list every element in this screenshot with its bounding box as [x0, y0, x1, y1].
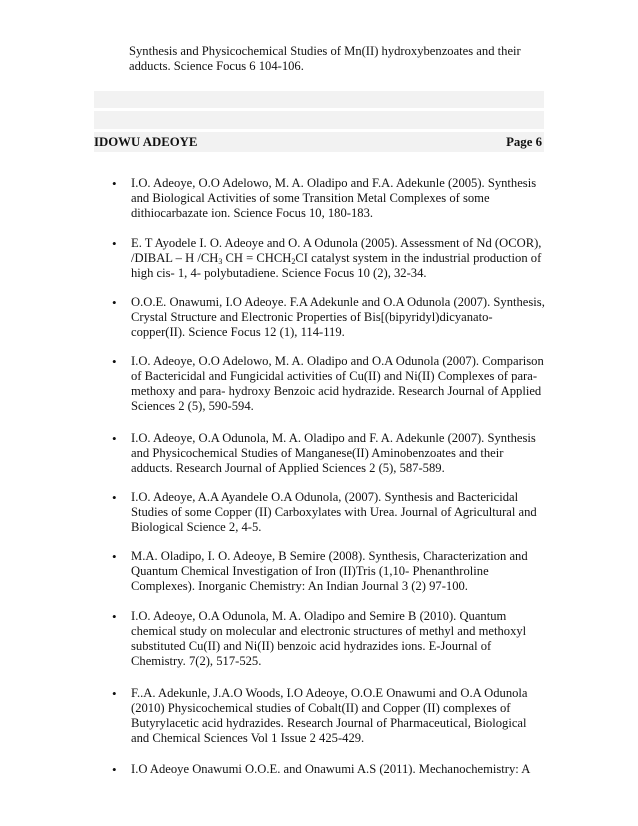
reference-text: I.O Adeoye Onawumi O.O.E. and Onawumi A.S (2011). Mechanochemistry: A: [131, 762, 531, 776]
header-shading-band: [94, 91, 544, 108]
bullet-icon: •: [112, 236, 117, 251]
bullet-icon: •: [112, 354, 117, 369]
bullet-icon: •: [112, 295, 117, 310]
subscript: 3: [218, 257, 223, 266]
bullet-icon: •: [112, 176, 117, 191]
page-number: Page 6: [506, 135, 542, 149]
reference-text: I.O. Adeoye, O.A Odunola, M. A. Oladipo and Semire B (2010). Quantum chemical study on molecular and electronic structures of methyl and methoxyl substituted Cu(II) and Ni(II) benzoic acid hydrazides ions. E-Journal of Chemistry. 7(2), 517-525.: [131, 609, 527, 668]
reference-text: I.O. Adeoye, O.A Odunola, M. A. Oladipo and F. A. Adekunle (2007). Synthesis and Physicochemical Studies of Manganese(II) Aminobenzoates and their adducts. Research Journal of Applied Sciences 2 (5), 587-589.: [131, 431, 536, 475]
bullet-icon: •: [112, 686, 117, 701]
carryover-reference-text: Synthesis and Physicochemical Studies of Mn(II) hydroxybenzoates and their adducts. Science Focus 6 104-106.: [129, 44, 521, 73]
page-header: [94, 132, 544, 152]
header-shading-band: [94, 111, 544, 129]
reference-text: M.A. Oladipo, I. O. Adeoye, B Semire (2008). Synthesis, Characterization and Quantum Chemical Investigation of Iron (II)Tris (1,10- Phenanthroline Complexes). Inorganic Chemistry: An Indian Journal 3 (2) 97-100.: [131, 549, 528, 593]
reference-text: I.O. Adeoye, O.O Adelowo, M. A. Oladipo and F.A. Adekunle (2005). Synthesis and Biological Activities of some Transition Metal Complexes of some dithiocarbazate ion. Science Focus 10, 180-183.: [131, 176, 537, 220]
bullet-icon: •: [112, 431, 117, 446]
reference-text: I.O. Adeoye, A.A Ayandele O.A Odunola, (2007). Synthesis and Bactericidal Studies of some Copper (II) Carboxylates with Urea. Journal of Agricultural and Biological Science 2, 4-5.: [131, 490, 537, 534]
subscript: 2: [291, 257, 296, 266]
reference-text: F..A. Adekunle, J.A.O Woods, I.O Adeoye, O.O.E Onawumi and O.A Odunola (2010) Physicochemical studies of Cobalt(II) and Copper (II) complexes of Butyrylacetic acid hydrazides. Research Journal of Pharmaceutical, Biological and Chemical Sciences Vol 1 Issue 2 425-429.: [131, 686, 528, 745]
bullet-icon: •: [112, 549, 117, 564]
reference-text: O.O.E. Onawumi, I.O Adeoye. F.A Adekunle and O.A Odunola (2007). Synthesis, Crystal Structure and Electronic Properties of Bis[(bipyridyl)dicyanato-copper(II). Science Focus 12 (1), 114-119.: [131, 295, 545, 339]
reference-text-part: CH = CHCH: [222, 251, 292, 265]
bullet-icon: •: [112, 490, 117, 505]
reference-text-part: E. T Ayodele I. O. Adeoye and O. A Odunola (2005). Assessment of Nd (OCOR), /DIBAL – H /CH: [131, 236, 542, 265]
reference-text-part: CI catalyst system in the industrial production of high cis- 1, 4- polybutadiene. Science Focus 10 (2), 32-34.: [131, 251, 542, 280]
author-name: IDOWU ADEOYE: [94, 135, 198, 149]
bullet-icon: •: [112, 762, 117, 777]
bullet-icon: •: [112, 609, 117, 624]
reference-text: I.O. Adeoye, O.O Adelowo, M. A. Oladipo and O.A Odunola (2007). Comparison of Bactericidal and Fungicidal activities of Cu(II) and Ni(II) Complexes of para-methoxy and para- hydroxy Benzoic acid hydrazide. Research Journal of Applied Sciences 2 (5), 590-594.: [131, 354, 544, 413]
reference-text: [131, 236, 545, 281]
